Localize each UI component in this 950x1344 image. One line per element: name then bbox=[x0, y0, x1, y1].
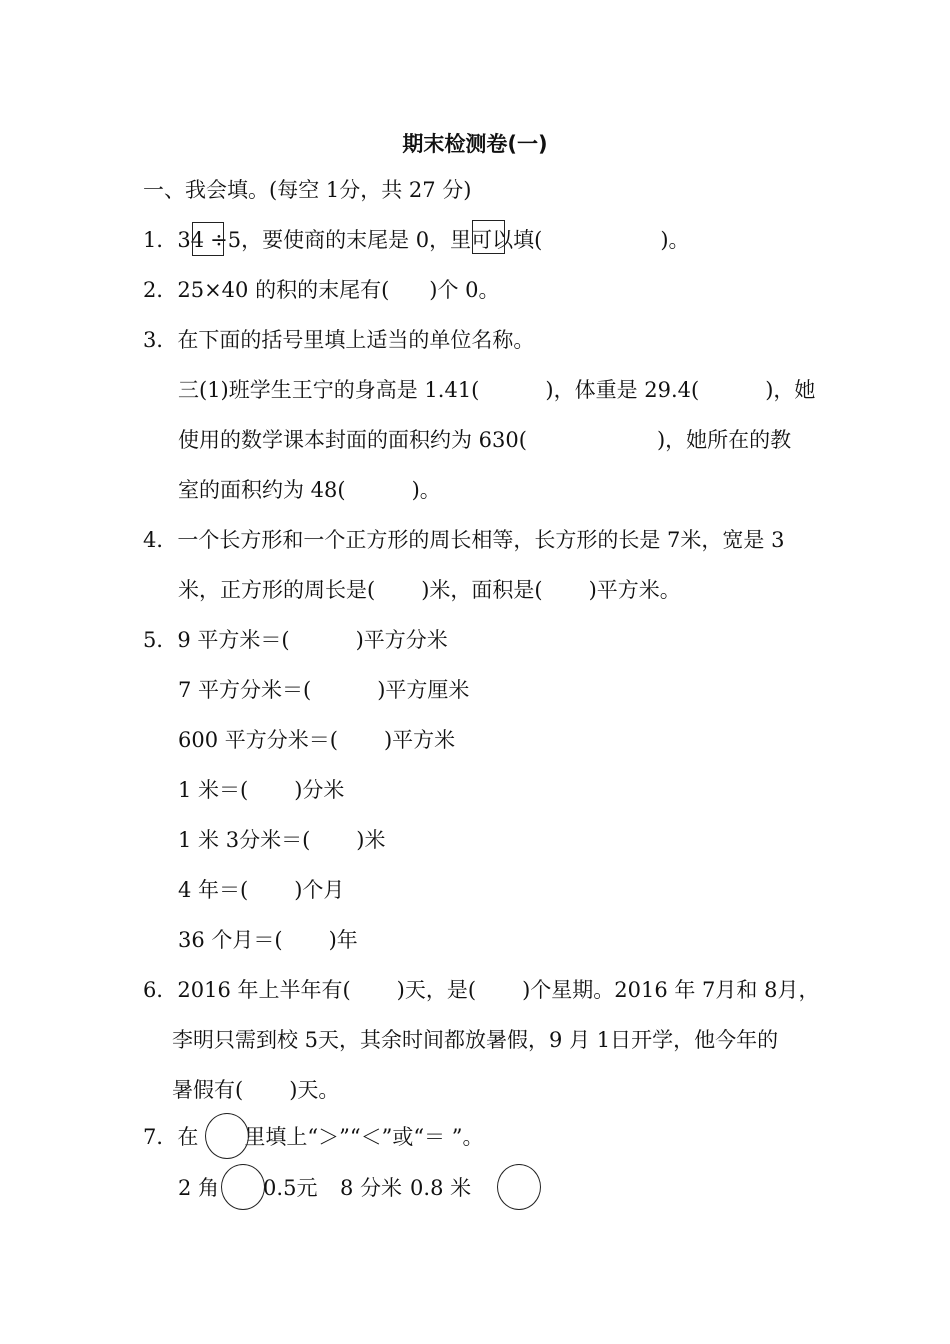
q1-text: ÷5，要使商的末尾是 0， bbox=[210, 228, 451, 252]
question-3: 3．在下面的括号里填上适当的单位名称。 bbox=[143, 328, 535, 352]
q7-circle-symbol bbox=[205, 1113, 249, 1159]
q3-line-2: 使用的数学课本封面的面积约为 630( )，她所在的教 bbox=[178, 428, 792, 452]
section-heading: 一、我会填。(每空 1分，共 27 分) bbox=[143, 178, 472, 202]
q6-line-3: 暑假有( )天。 bbox=[172, 1078, 340, 1102]
q1-box-ref: 里 bbox=[450, 228, 472, 252]
question-2 bbox=[143, 276, 500, 304]
q5-row: 36 个月＝( )年 bbox=[178, 928, 358, 952]
question-6: 6．2016 年上半年有( )天，是( )个星期。2016 年 7月和 8月， bbox=[143, 978, 820, 1002]
q2-text: 2．25×40 的积的末尾有( bbox=[143, 278, 390, 302]
q3-line-3: 室的面积约为 48( )。 bbox=[178, 478, 441, 502]
q1-dividend: 34 bbox=[177, 228, 205, 252]
q5-row: 600 平方分米＝( )平方米 bbox=[178, 728, 456, 752]
q5-row: 1 米 3分米＝( )米 bbox=[178, 828, 386, 852]
q5-row: 4 年＝( )个月 bbox=[178, 878, 345, 902]
question-1 bbox=[143, 226, 690, 254]
question-4: 4．一个长方形和一个正方形的周长相等，长方形的长是 7米，宽是 3 bbox=[143, 528, 785, 552]
q7-answer-circle-2[interactable] bbox=[497, 1164, 541, 1210]
page-title: 期末检测卷(一) bbox=[402, 132, 548, 156]
q1-end: )。 bbox=[660, 228, 690, 252]
q1-number: 1． bbox=[143, 228, 178, 252]
q1-box-symbol bbox=[472, 220, 505, 254]
q5-row: 1 米＝( )分米 bbox=[178, 778, 345, 802]
q7-answer-circle-1[interactable] bbox=[221, 1164, 265, 1210]
question-7: 7．在 里填上“＞”“＜”或“＝ ”。 bbox=[143, 1125, 484, 1149]
q3-line-1: 三(1)班学生王宁的身高是 1.41( )，体重是 29.4( )，她 bbox=[178, 378, 816, 402]
q7-compare-1: 2 角 0.5元 bbox=[178, 1176, 318, 1200]
q1-digit-box[interactable] bbox=[192, 222, 224, 256]
q5-row: 5．9 平方米＝( )平方分米 bbox=[143, 628, 448, 652]
q2-end: )个 0。 bbox=[429, 278, 500, 302]
q4-line-2: 米，正方形的周长是( )米，面积是( )平方米。 bbox=[178, 578, 681, 602]
q6-line-2: 李明只需到校 5天，其余时间都放暑假，9 月 1日开学，他今年的 bbox=[172, 1028, 779, 1052]
q1-text-2: 可以填( bbox=[471, 228, 543, 252]
q5-row: 7 平方分米＝( )平方厘米 bbox=[178, 678, 470, 702]
q7-compare-2: 8 分米 0.8 米 bbox=[340, 1176, 472, 1200]
